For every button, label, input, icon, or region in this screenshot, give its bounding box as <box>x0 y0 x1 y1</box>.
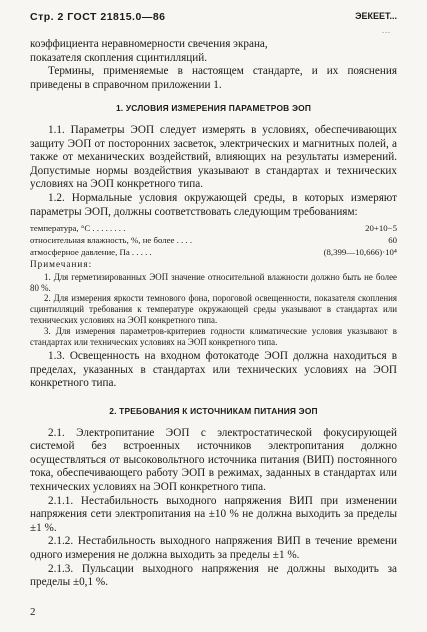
paragraph-1-1: 1.1. Параметры ЭОП следует измерять в условиях, обеспечивающих защиту ЭОП от посторонних засветок, электрических и магнитных полей, а также от механических воздействий, влияющих на результаты измерений. Допустимые нормы воздействия указывают в стандартах и технических условиях на ЭОП конкретного типа. <box>30 123 397 191</box>
requirement-row-humidity: относительная влажность, %, не более . . . . 60 <box>30 235 397 246</box>
paragraph-2-1-2: 2.1.2. Нестабильность выходного напряжения ВИП в течение времени одного измерения не должна выходить за пределы ±1 %. <box>30 535 397 562</box>
section-1-title: 1. УСЛОВИЯ ИЗМЕРЕНИЯ ПАРАМЕТРОВ ЭОП <box>115 103 312 114</box>
paragraph-1-2: 1.2. Нормальные условия окружающей среды, в которых измеряют параметры ЭОП, должны соответствовать следующим требованиям: <box>30 191 397 218</box>
archive-stamp: ... <box>382 28 391 35</box>
notes-title: Примечания: <box>30 259 93 270</box>
paragraph-1-3: 1.3. Освещенность на входном фотокатоде ЭОП должна находиться в пределах, указанных в стандартах или технических условиях на ЭОП конкретного типа. <box>30 350 397 390</box>
page-number: 2 <box>30 606 36 618</box>
header-page-label: Стр. 2 ГОСТ 21815.0—86 <box>30 11 166 23</box>
note-3: 3. Для измерения параметров-критериев годности климатические условия указывают в стандартах или технических условиях на ЭОП конкретного типа. <box>30 325 397 347</box>
paragraph-2-1-3: 2.1.3. Пульсации выходного напряжения не должны выходить за пределы ±0,1 %. <box>30 562 397 589</box>
note-1: 1. Для герметизированных ЭОП значение относительной влажности должно быть не более 80 %. <box>30 271 397 293</box>
requirements-list <box>30 222 397 258</box>
paragraph-2-1-1: 2.1.1. Нестабильность выходного напряжения ВИП при изменении напряжения сети электропитания на ±10 % не должна выходить за пределы ±1 %. <box>30 494 397 534</box>
header-code: ЭЕКЕЕТ... <box>355 11 397 21</box>
intro-line-1: коэффициента неравномерности свечения экрана, <box>30 38 268 50</box>
section-2-title: 2. ТРЕБОВАНИЯ К ИСТОЧНИКАМ ПИТАНИЯ ЭОП <box>109 406 318 417</box>
paragraph-2-1: 2.1. Электропитание ЭОП с электростатической фокусирующей системой без встроенных источников электропитания должно осуществляться от высоковольтного источника питания (ВИП) постоянного тока, обеспечивающего работу ЭОП в режимах, заданных в стандартах или технических условиях на ЭОП конкретного типа. <box>30 426 397 494</box>
intro-terms-paragraph: Термины, применяемые в настоящем стандарте, и их пояснения приведены в справочном приложении 1. <box>30 65 397 91</box>
intro-line-2: показателя скопления сцинтилляций. <box>30 51 208 64</box>
note-2: 2. Для измерения яркости темнового фона, пороговой освещенности, показателя скопления сцинтилляций требования к температуре окружающей среды указывают в стандартах или технических условиях на ЭОП конкретного типа. <box>30 293 397 325</box>
requirement-row-pressure: атмосферное давление, Па . . . . . (8,399—10,666)·10⁴ <box>30 247 397 258</box>
requirement-row-temperature: температура, °С . . . . . . . . 20+10−5 <box>30 223 397 234</box>
page-header <box>30 11 397 25</box>
document-body <box>30 38 397 590</box>
